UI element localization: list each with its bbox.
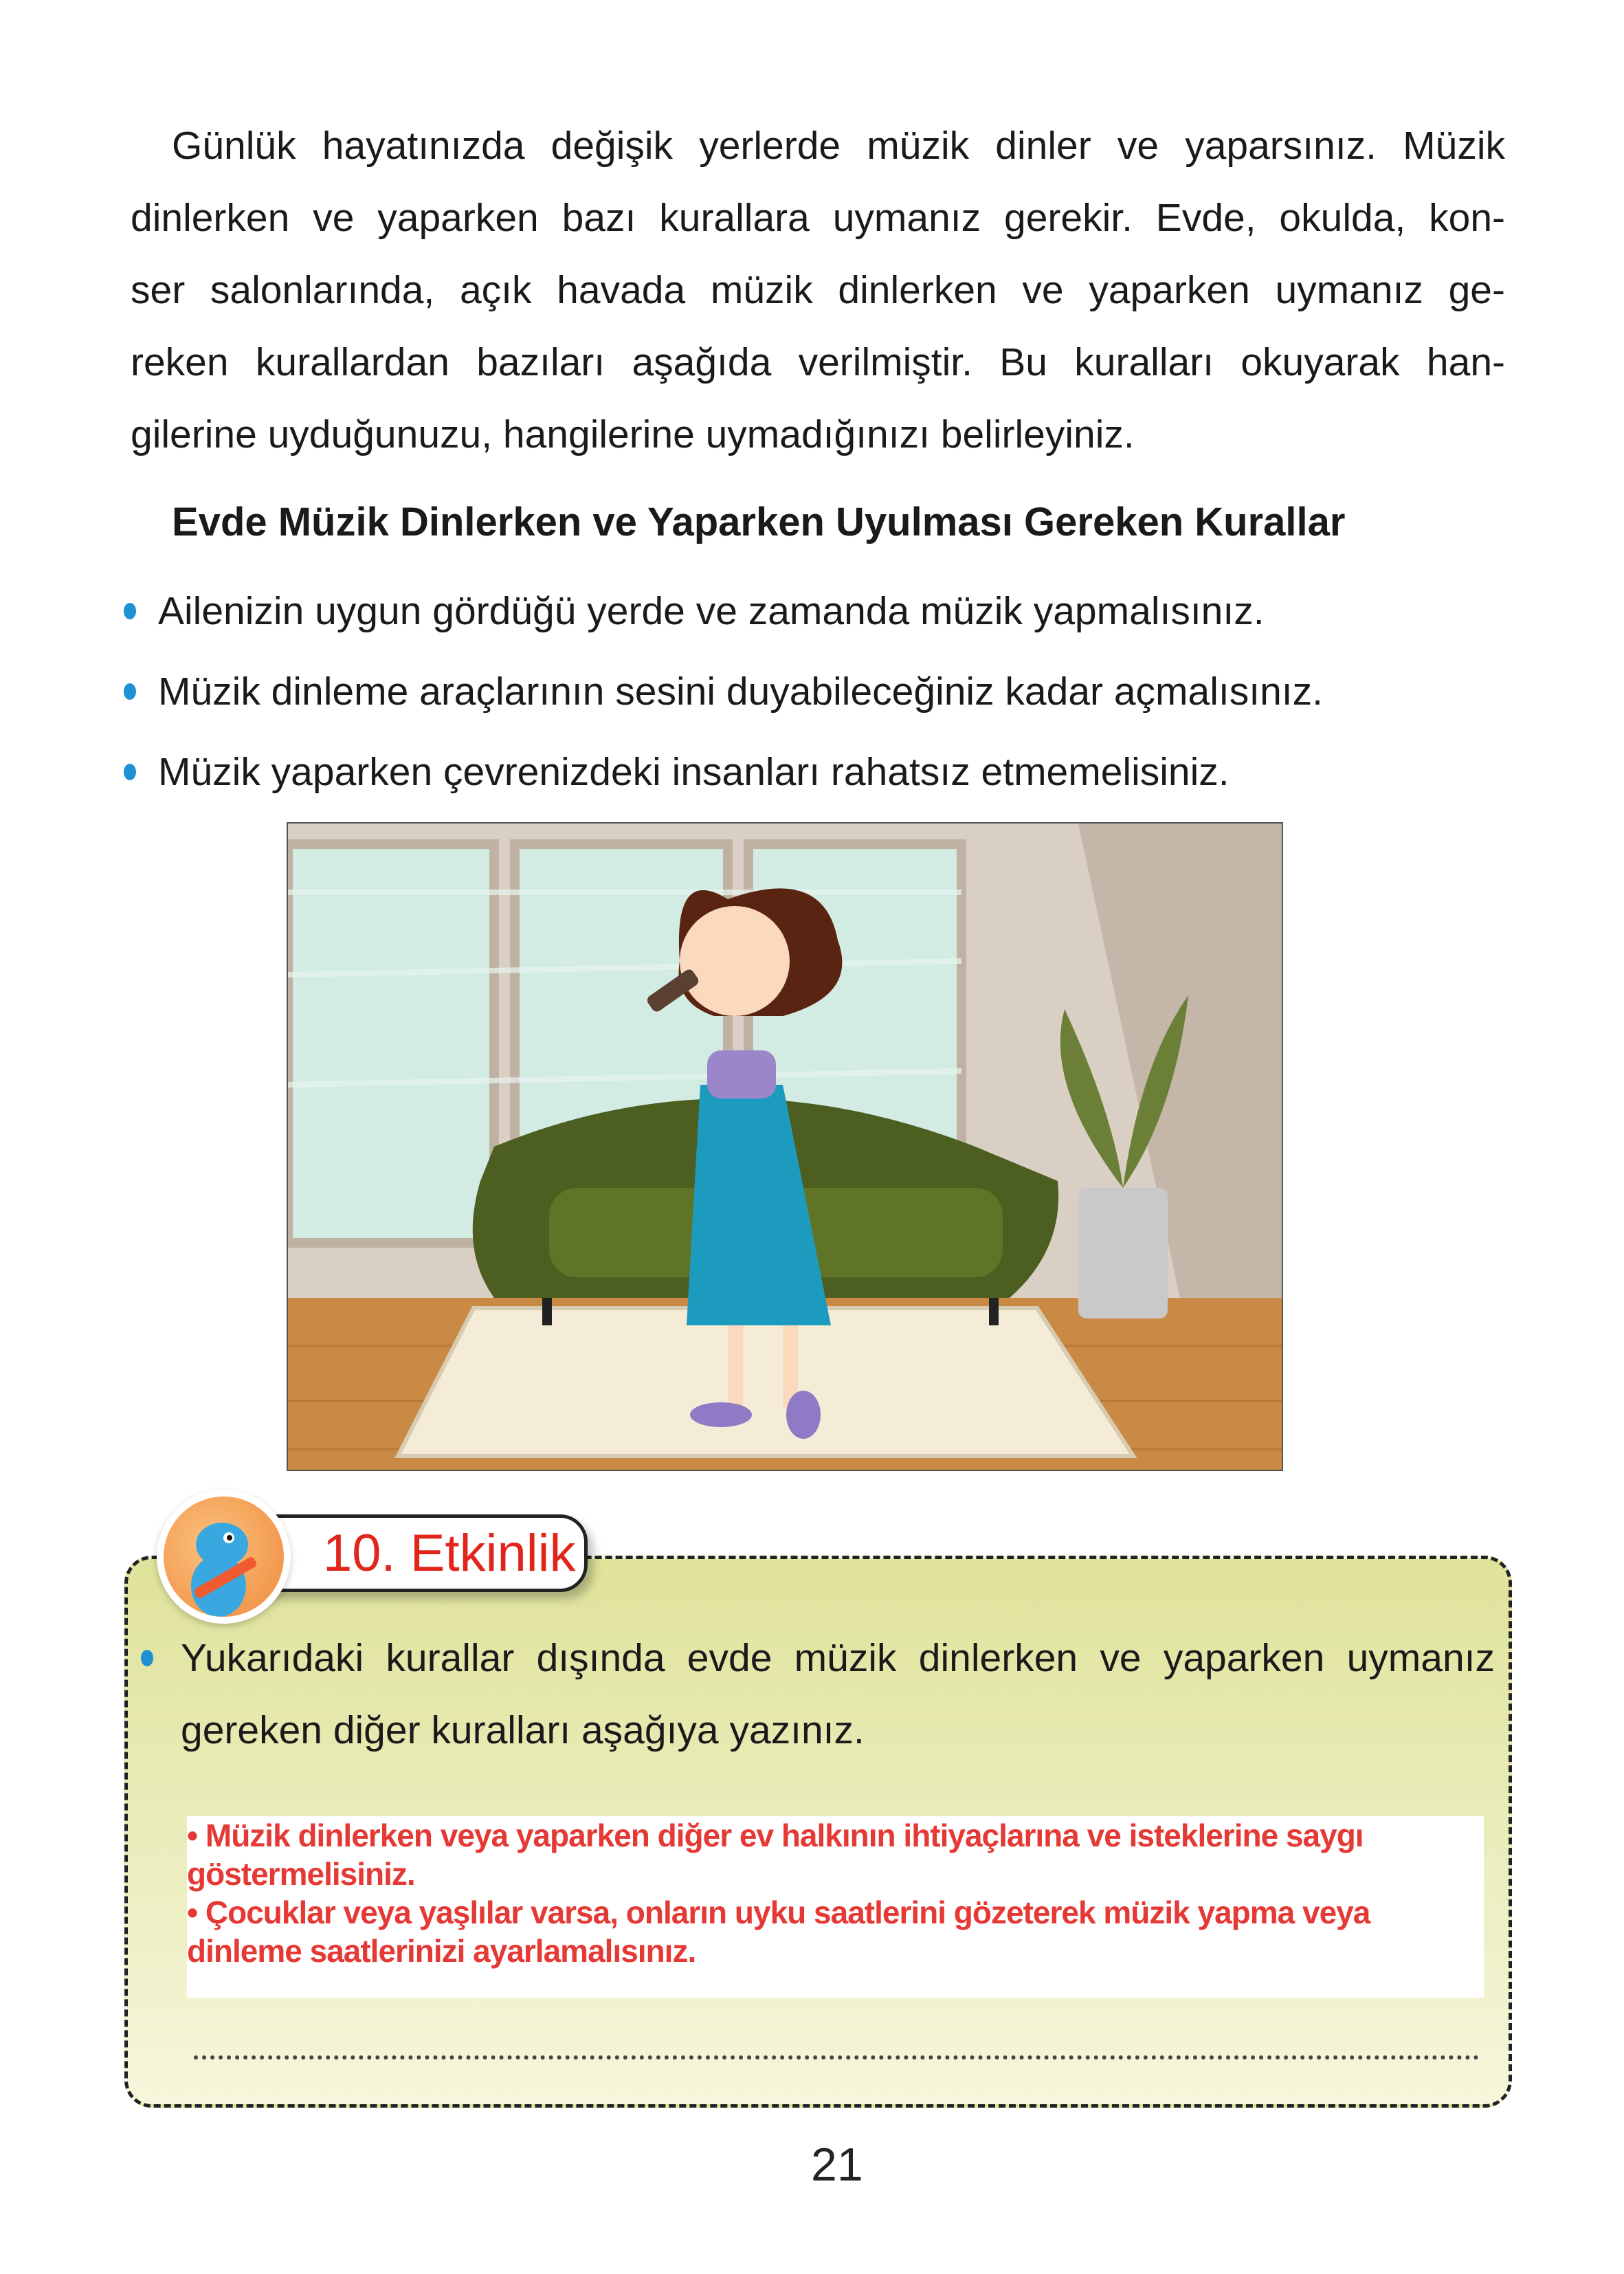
rules-list — [124, 571, 1323, 812]
section-title: Evde Müzik Dinlerken ve Yaparken Uyulması Gereken Kurallar — [172, 500, 1346, 544]
rule-item — [124, 651, 1323, 731]
intro-line: reken kurallardan bazıları aşağıda verilmiştir. Bu kuralları okuyarak han- — [131, 340, 1505, 384]
bullet-icon — [141, 1650, 153, 1666]
intro-paragraph — [131, 110, 1505, 471]
rule-text: Ailenizin uygun gördüğü yerde ve zamanda müzik yapmalısınız. — [158, 588, 1265, 633]
rule-text: Müzik yaparken çevrenizdeki insanları rahatsız etmemelisiniz. — [158, 749, 1230, 794]
page-number: 21 — [811, 2139, 863, 2191]
bullet-icon — [124, 764, 136, 780]
intro-line: Günlük hayatınızda değişik yerlerde müzik dinler ve yaparsınız. Müzik — [172, 124, 1505, 168]
dinosaur-pencil-icon — [157, 1490, 291, 1624]
answer-text: • Müzik dinlerken veya yaparken diğer ev halkının ihtiyaçlarına ve isteklerine saygı göstermelisiniz. — [187, 1818, 1364, 1892]
writing-line[interactable] — [194, 2055, 1479, 2060]
intro-line: gilerine uyduğunuzu, hangilerine uymadığınızı belirleyiniz. — [131, 412, 1135, 456]
bullet-icon — [124, 603, 136, 619]
answer-text: • Çocuklar veya yaşlılar varsa, onların uyku saatlerini gözeterek müzik yapma veya dinleme saatlerinizi ayarlamalısınız. — [187, 1895, 1370, 1969]
intro-line: dinlerken ve yaparken bazı kurallara uymanız gerekir. Evde, okulda, kon- — [131, 196, 1505, 240]
activity-instruction — [141, 1622, 1495, 1767]
instruction-line: Yukarıdaki kurallar dışında evde müzik dinlerken ve yaparken uymanız — [181, 1636, 1495, 1680]
girl-singing-illustration — [287, 822, 1283, 1471]
living-room-scene — [288, 824, 1283, 1471]
rule-item — [124, 571, 1323, 651]
rule-item — [124, 731, 1323, 812]
bullet-icon — [124, 683, 136, 700]
instruction-line: gereken diğer kuralları aşağıya yazınız. — [181, 1708, 865, 1752]
answer-field[interactable] — [187, 1816, 1484, 1998]
activity-title: 10. Etkinlik — [323, 1524, 576, 1582]
intro-line: ser salonlarında, açık havada müzik dinlerken ve yaparken uymanız ge- — [131, 268, 1505, 312]
rule-text: Müzik dinleme araçlarının sesini duyabileceğiniz kadar açmalısınız. — [158, 669, 1323, 714]
